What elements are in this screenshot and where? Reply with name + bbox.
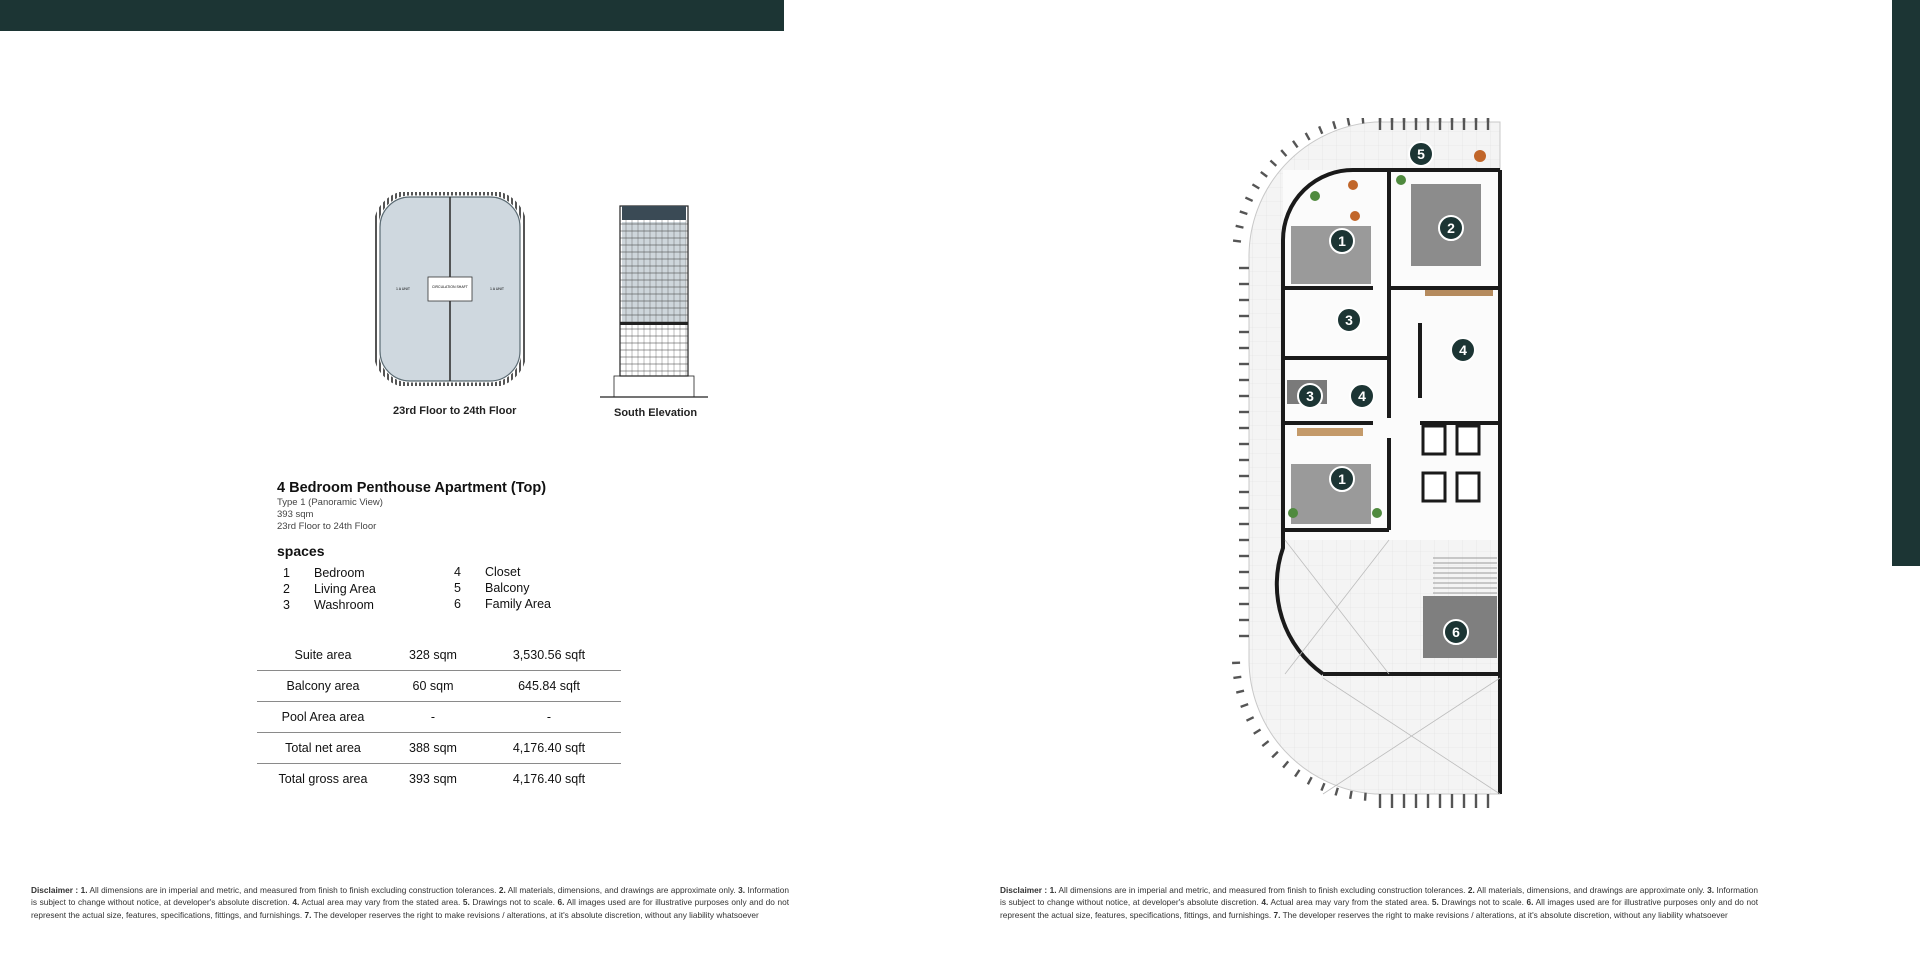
room-marker-number: 3 bbox=[1345, 312, 1353, 328]
disclaimer-point-text: Drawings not to scale. bbox=[1441, 897, 1524, 908]
area-sqft: 4,176.40 sqft bbox=[477, 733, 621, 764]
area-sqm: 388 sqm bbox=[389, 733, 477, 764]
disclaimer-point-text: Information is subject to change without notice, at developer's absolute discretion. bbox=[31, 885, 790, 908]
disclaimer-point-text: The developer reserves the right to make revisions / alterations, at it's absolute discretion, without any liability whatsoever bbox=[313, 909, 759, 920]
disclaimer-point-number: 6. bbox=[557, 897, 565, 908]
disclaimer-point-number: 1. bbox=[80, 885, 88, 895]
room-marker bbox=[1330, 467, 1354, 491]
disclaimer-point-text: Information is subject to change without notice, at developer's absolute discretion. bbox=[1000, 885, 1759, 908]
room-marker bbox=[1444, 620, 1468, 644]
closet-shelf bbox=[1425, 290, 1493, 296]
disclaimer-point-number: 7. bbox=[304, 909, 312, 920]
space-label: Living Area bbox=[314, 582, 376, 596]
plant-pot bbox=[1348, 180, 1358, 190]
area-table bbox=[257, 640, 621, 794]
apartment-title: 4 Bedroom Penthouse Apartment (Top) bbox=[277, 480, 547, 496]
disclaimer-point-number: 2. bbox=[498, 885, 506, 895]
room-marker bbox=[1298, 384, 1322, 408]
elevation-caption: South Elevation bbox=[614, 407, 698, 419]
area-sqft: 3,530.56 sqft bbox=[512, 648, 586, 662]
room-marker bbox=[1350, 384, 1374, 408]
space-item bbox=[454, 581, 529, 595]
table-row bbox=[257, 671, 621, 702]
space-item bbox=[283, 566, 365, 580]
area-label: Total net area bbox=[257, 733, 389, 764]
plant-icon bbox=[1396, 175, 1406, 185]
disclaimer-point-number: 5. bbox=[462, 897, 470, 908]
room-marker-number: 6 bbox=[1452, 624, 1460, 640]
area-label: Pool Area area bbox=[257, 702, 389, 733]
right-unit-label: 1 A UNIT bbox=[489, 287, 505, 291]
space-label: Bedroom bbox=[314, 566, 365, 580]
disclaimer-point-number: 7. bbox=[1273, 909, 1281, 920]
disclaimer-point-number: 3. bbox=[738, 885, 746, 895]
disclaimer-label: Disclaimer : bbox=[1000, 885, 1048, 895]
disclaimer-point-text: Actual area may vary from the stated area. bbox=[301, 897, 461, 908]
area-sqm: - bbox=[389, 702, 477, 733]
plant-icon bbox=[1288, 508, 1298, 518]
disclaimer-point-text: All dimensions are in imperial and metric, and measured from finish to finish excluding construction tolerances. bbox=[89, 885, 497, 895]
space-label: Family Area bbox=[485, 597, 551, 611]
room-marker bbox=[1451, 338, 1475, 362]
space-item bbox=[454, 597, 551, 611]
table-row bbox=[257, 702, 621, 733]
room-marker bbox=[1439, 216, 1463, 240]
room-marker bbox=[1409, 142, 1433, 166]
space-label: Closet bbox=[485, 565, 521, 579]
area-sqft: - bbox=[477, 702, 621, 733]
area-label: Suite area bbox=[294, 648, 352, 662]
apartment-size: 393 sqm bbox=[277, 509, 314, 520]
plant-icon bbox=[1310, 191, 1320, 201]
space-number: 3 bbox=[283, 598, 290, 612]
space-item bbox=[454, 565, 520, 579]
disclaimer-point-text: Actual area may vary from the stated area. bbox=[1270, 897, 1430, 908]
room-marker-number: 1 bbox=[1338, 471, 1346, 487]
table-row bbox=[257, 764, 621, 795]
space-label: Washroom bbox=[314, 598, 374, 612]
disclaimer-point-text: Drawings not to scale. bbox=[472, 897, 555, 908]
space-number: 5 bbox=[454, 581, 461, 595]
core-label: CIRCULATION SHAFT bbox=[432, 285, 468, 289]
area-sqm: 60 sqm bbox=[389, 671, 477, 702]
disclaimer-label: Disclaimer : bbox=[31, 885, 79, 895]
apartment-type: Type 1 (Panoramic View) bbox=[277, 497, 383, 508]
disclaimer-point-number: 1. bbox=[1049, 885, 1057, 895]
disclaimer-point-number: 5. bbox=[1431, 897, 1439, 908]
disclaimer-point-text: All images used are for illustrative purposes only and do not represent the actual size, features, specifications, fittings, and furnishings. bbox=[1000, 897, 1759, 920]
area-sqm: 393 sqm bbox=[389, 764, 477, 795]
elevation-drawing bbox=[600, 200, 708, 400]
keyplan-caption: 23rd Floor to 24th Floor bbox=[393, 405, 517, 417]
room-marker bbox=[1330, 229, 1354, 253]
space-item bbox=[283, 582, 376, 596]
disclaimer-point-text: The developer reserves the right to make revisions / alterations, at it's absolute discretion, without any liability whatsoever bbox=[1282, 909, 1728, 920]
area-sqft: 4,176.40 sqft bbox=[477, 764, 621, 795]
floor-plan-drawing bbox=[1225, 118, 1515, 814]
disclaimer-point-number: 4. bbox=[292, 897, 300, 908]
space-label: Balcony bbox=[485, 581, 530, 595]
disclaimer-point-number: 6. bbox=[1526, 897, 1534, 908]
disclaimer-point-number: 2. bbox=[1467, 885, 1475, 895]
area-sqft: 645.84 sqft bbox=[477, 671, 621, 702]
disclaimer-point-text: All dimensions are in imperial and metric, and measured from finish to finish excluding construction tolerances. bbox=[1058, 885, 1466, 895]
keyplan-drawing bbox=[375, 192, 525, 386]
area-label: Total gross area bbox=[257, 764, 389, 795]
keyplan-core bbox=[428, 277, 472, 301]
area-sqm: 328 sqm bbox=[409, 648, 457, 662]
left-unit-label: 1 A UNIT bbox=[395, 287, 411, 291]
disclaimer-right bbox=[1000, 884, 1758, 921]
bedroom-desk bbox=[1297, 428, 1363, 436]
spaces-heading: spaces bbox=[277, 543, 325, 559]
floor-plan bbox=[1225, 118, 1515, 819]
space-number: 1 bbox=[283, 566, 290, 580]
table-row bbox=[257, 640, 621, 671]
disclaimer-point-text: All images used are for illustrative purposes only and do not represent the actual size, features, specifications, fittings, and furnishings. bbox=[31, 897, 790, 920]
plant-icon bbox=[1372, 508, 1382, 518]
plant-pot bbox=[1350, 211, 1360, 221]
space-number: 4 bbox=[454, 565, 461, 579]
room-marker-number: 2 bbox=[1447, 220, 1455, 236]
space-item bbox=[283, 598, 374, 612]
disclaimer-point-text: All materials, dimensions, and drawings are approximate only. bbox=[507, 885, 736, 895]
room-marker-number: 3 bbox=[1306, 388, 1314, 404]
room-marker-number: 4 bbox=[1459, 342, 1467, 358]
disclaimer-point-number: 3. bbox=[1707, 885, 1715, 895]
elevation bbox=[600, 200, 708, 405]
disclaimer-left bbox=[31, 884, 789, 921]
room-marker-number: 4 bbox=[1358, 388, 1366, 404]
plant-pot bbox=[1474, 150, 1486, 162]
apartment-floors: 23rd Floor to 24th Floor bbox=[277, 521, 377, 532]
side-band bbox=[1892, 0, 1920, 566]
disclaimer-point-text: All materials, dimensions, and drawings are approximate only. bbox=[1476, 885, 1705, 895]
table-row bbox=[257, 733, 621, 764]
disclaimer-point-number: 4. bbox=[1261, 897, 1269, 908]
keyplan bbox=[375, 192, 525, 391]
room-marker-number: 1 bbox=[1338, 233, 1346, 249]
space-number: 6 bbox=[454, 597, 461, 611]
room-marker bbox=[1337, 308, 1361, 332]
room-marker-number: 5 bbox=[1417, 146, 1425, 162]
space-number: 2 bbox=[283, 582, 290, 596]
area-label: Balcony area bbox=[257, 671, 389, 702]
header-band bbox=[0, 0, 784, 31]
